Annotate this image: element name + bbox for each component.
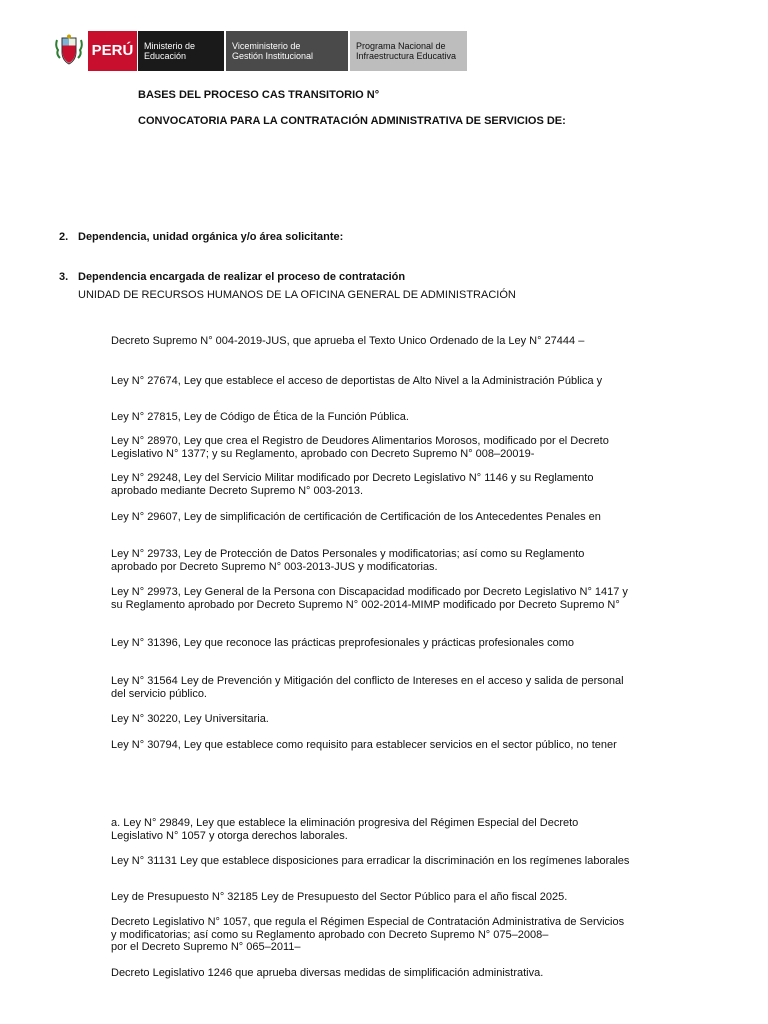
law-item: Ley N° 29733, Ley de Protección de Datos Personales y modificatorias; así como su Reglamento aprobado por Decreto Supremo N° 003-2013-JUS y modificatorias. (111, 548, 585, 573)
law-item: Ley N° 28970, Ley que crea el Registro de Deudores Alimentarios Morosos, modificado por el Decreto Legislativo N° 1377; y su Reglamento, aprobado con Decreto Supremo N° 008–20019- (111, 435, 609, 460)
section-2-title: Dependencia, unidad orgánica y/o área solicitante: (78, 231, 344, 243)
law-item: Ley N° 31564 Ley de Prevención y Mitigación del conflicto de Intereses en el acceso y salida de personal del servicio público. (111, 675, 624, 700)
viceministerio-label: Viceministerio de Gestión Institucional (232, 41, 314, 61)
law-item: Ley N° 29973, Ley General de la Persona con Discapacidad modificado por Decreto Legislativo N° 1417 y su Reglamento aprobado por Decreto Supremo N° 002-2014-MIMP modificado por Decreto Supremo N° (111, 586, 628, 611)
coat-of-arms-icon (50, 31, 88, 71)
section-3-value: UNIDAD DE RECURSOS HUMANOS DE LA OFICINA GENERAL DE ADMINISTRACIÓN (78, 289, 516, 301)
minedu-block (137, 31, 224, 71)
law-item: Ley N° 29607, Ley de simplificación de certificación de Certificación de los Antecedentes Penales en (111, 511, 601, 523)
law-item: a. Ley N° 29849, Ley que establece la eliminación progresiva del Régimen Especial del Decreto Legislativo N° 1057 y otorga derechos laborales. (111, 817, 579, 842)
section-3-number: 3. (59, 271, 69, 283)
peru-brand-block (88, 31, 137, 71)
law-item: Ley N° 31131 Ley que establece disposiciones para erradicar la discriminación en los regímenes laborales (111, 855, 630, 867)
law-item: Ley N° 27674, Ley que establece el acceso de deportistas de Alto Nivel a la Administración Pública y (111, 375, 603, 387)
header-logos (50, 31, 467, 71)
peru-label: PERÚ (91, 42, 134, 59)
law-item: Ley N° 29248, Ley del Servicio Militar modificado por Decreto Legislativo N° 1146 y su Reglamento aprobado mediante Decreto Supremo N° 003-2013. (111, 472, 594, 497)
document-title: BASES DEL PROCESO CAS TRANSITORIO N° (138, 89, 380, 101)
section-3-title: Dependencia encargada de realizar el proceso de contratación (78, 271, 406, 283)
law-item: Decreto Legislativo 1246 que aprueba diversas medidas de simplificación administrativa. (111, 967, 544, 979)
law-item: Ley N° 30220, Ley Universitaria. (111, 713, 269, 725)
law-item: Decreto Supremo N° 004-2019-JUS, que aprueba el Texto Unico Ordenado de la Ley N° 27444 – (111, 335, 585, 347)
law-item: Ley N° 27815, Ley de Código de Ética de la Función Pública. (111, 411, 409, 423)
viceministerio-block (226, 31, 348, 71)
pronied-block (350, 31, 467, 71)
section-2-number: 2. (59, 231, 69, 243)
law-item: Ley de Presupuesto N° 32185 Ley de Presupuesto del Sector Público para el año fiscal 2025. (111, 891, 568, 903)
document-subtitle: CONVOCATORIA PARA LA CONTRATACIÓN ADMINISTRATIVA DE SERVICIOS DE: (138, 115, 566, 127)
law-item: Ley N° 30794, Ley que establece como requisito para establecer servicios en el sector público, no tener (111, 739, 617, 751)
law-item: Ley N° 31396, Ley que reconoce las prácticas preprofesionales y prácticas profesionales como (111, 637, 574, 649)
pronied-label: Programa Nacional de Infraestructura Educativa (356, 41, 457, 61)
minedu-label: Ministerio de Educación (144, 41, 196, 61)
law-item: Decreto Legislativo N° 1057, que regula el Régimen Especial de Contratación Administrativa de Servicios y modificatorias; así como su Reglamento aprobado con Decreto Supremo N° 075–2008– por el Decreto Supremo N° 065–2011– (111, 916, 625, 953)
